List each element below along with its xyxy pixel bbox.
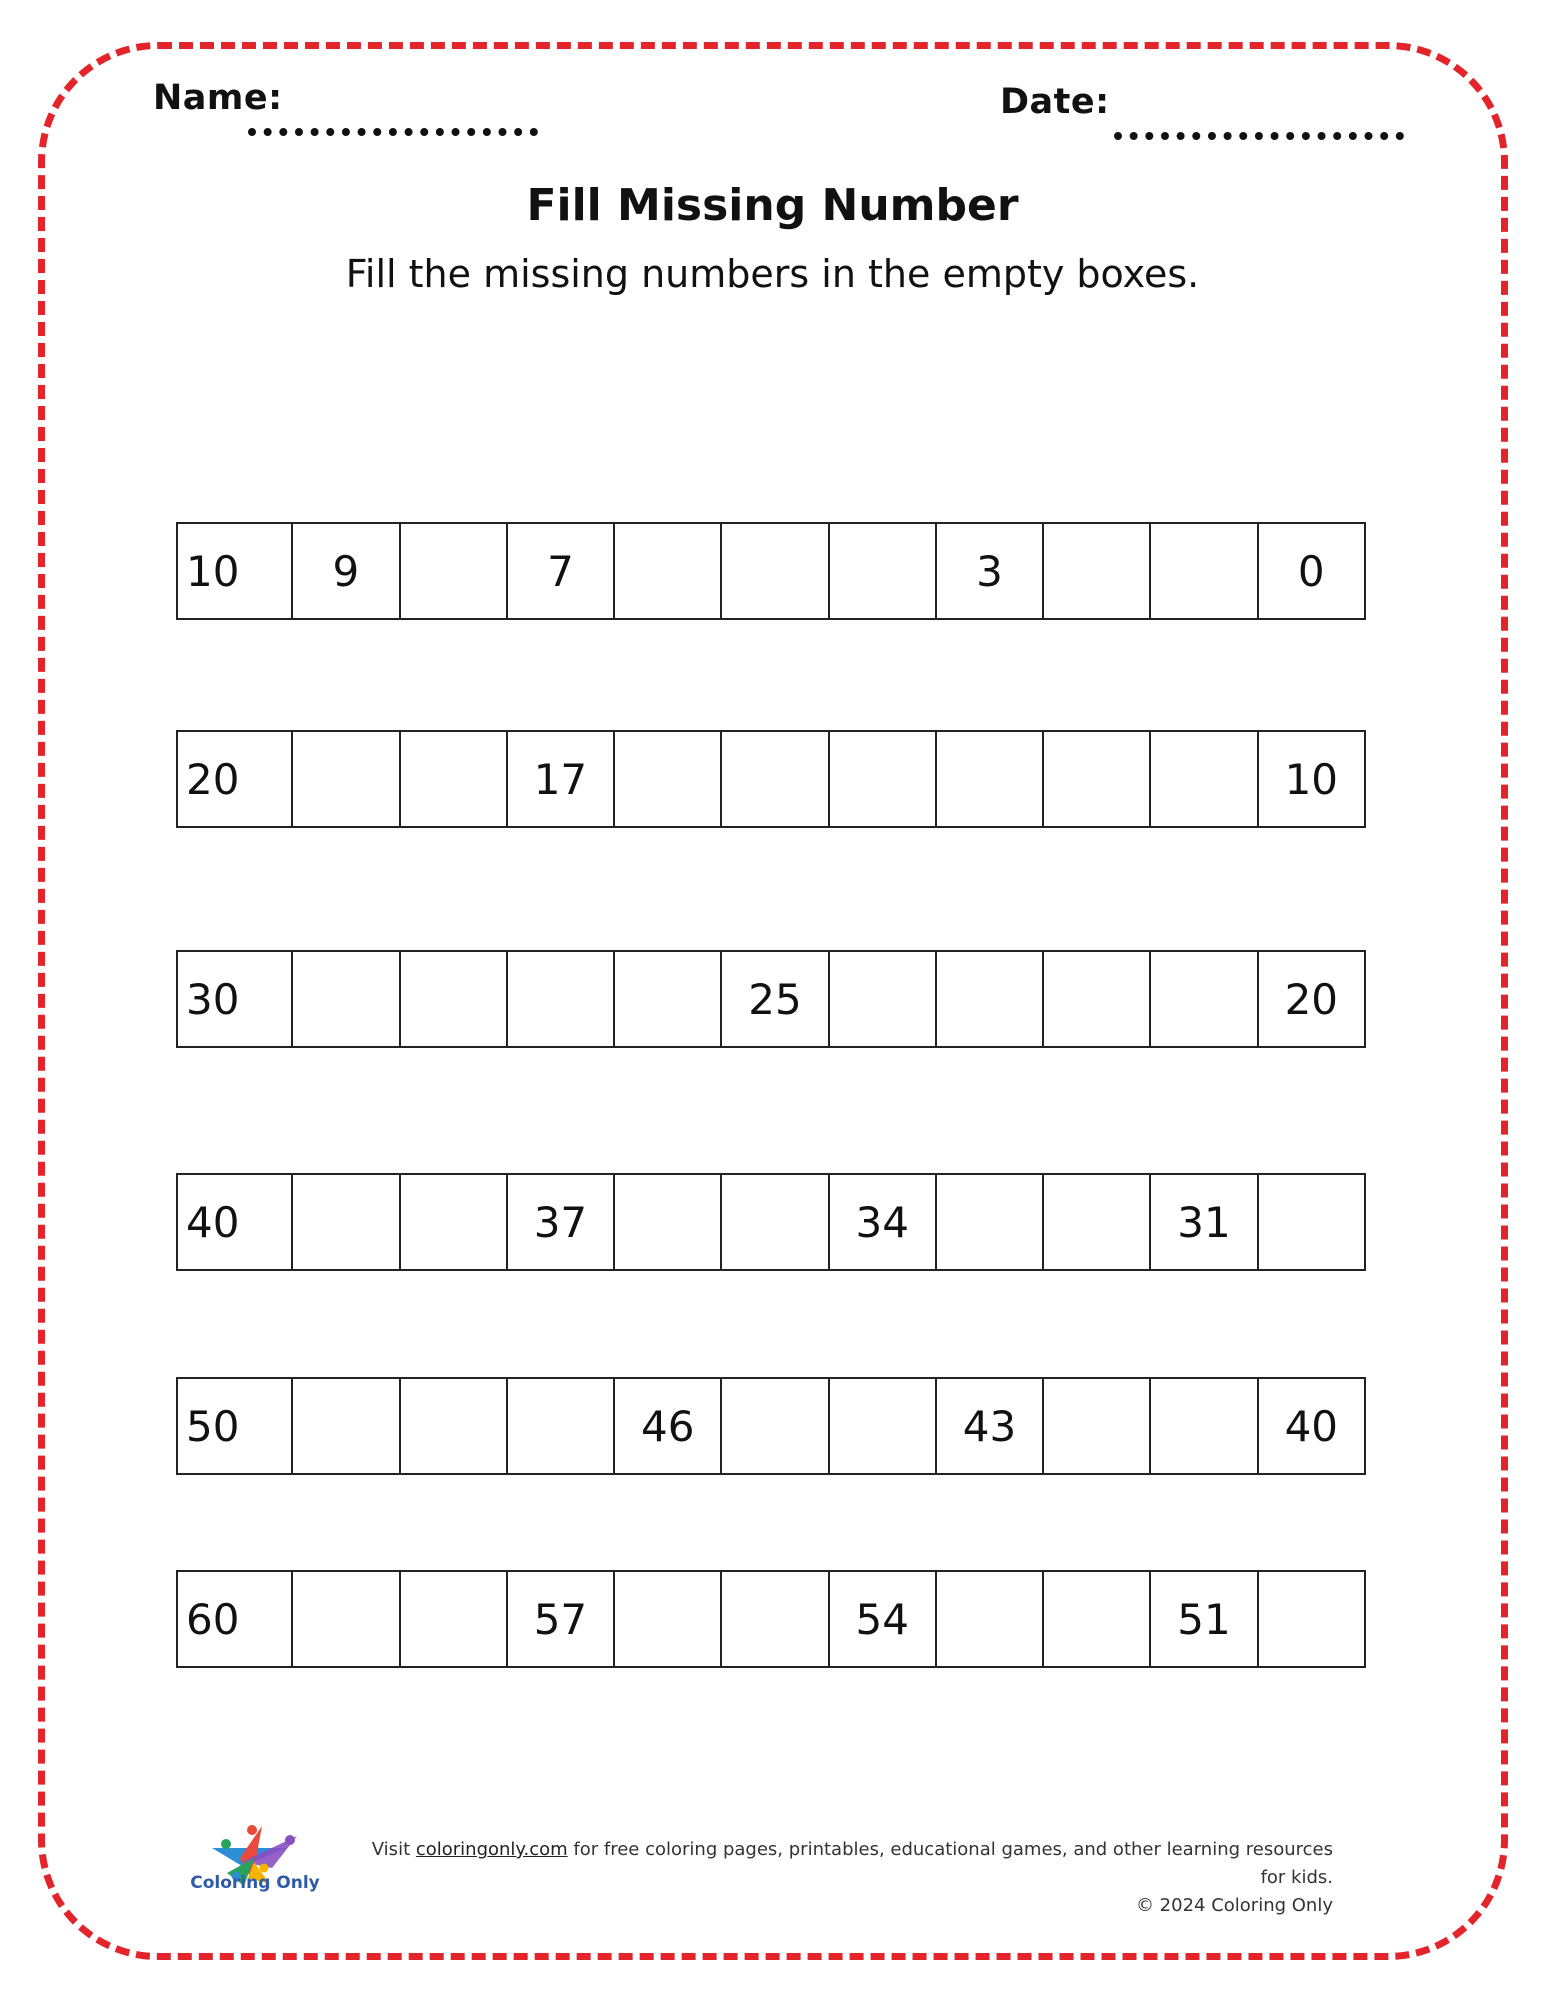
number-cell[interactable]: 54 xyxy=(828,1572,935,1666)
number-cell[interactable] xyxy=(613,1175,720,1269)
number-cell[interactable] xyxy=(291,1175,398,1269)
number-cell[interactable] xyxy=(935,1572,1042,1666)
footer-visit-prefix: Visit xyxy=(371,1839,416,1860)
number-cell[interactable] xyxy=(935,1175,1042,1269)
number-cell[interactable] xyxy=(1257,1175,1364,1269)
number-cell[interactable] xyxy=(506,1379,613,1473)
copyright-text: © 2024 Coloring Only xyxy=(1135,1895,1333,1916)
number-cell[interactable] xyxy=(1042,732,1149,826)
number-cell[interactable] xyxy=(613,1572,720,1666)
number-cell[interactable]: 0 xyxy=(1257,524,1364,618)
number-row xyxy=(176,950,1366,1048)
number-row xyxy=(176,1377,1366,1475)
number-cell[interactable] xyxy=(720,1572,827,1666)
number-cell[interactable]: 10 xyxy=(1257,732,1364,826)
number-cell[interactable] xyxy=(291,1572,398,1666)
number-cell[interactable]: 57 xyxy=(506,1572,613,1666)
name-label: Name: xyxy=(153,78,283,118)
number-cell[interactable] xyxy=(291,732,398,826)
number-cell[interactable] xyxy=(1042,1175,1149,1269)
number-cell[interactable] xyxy=(1042,952,1149,1046)
worksheet-title: Fill Missing Number xyxy=(526,180,1019,231)
number-cell[interactable] xyxy=(399,524,506,618)
number-cell[interactable] xyxy=(935,732,1042,826)
number-cell[interactable] xyxy=(720,732,827,826)
number-cell[interactable] xyxy=(399,1572,506,1666)
number-cell[interactable] xyxy=(828,1379,935,1473)
number-cell[interactable] xyxy=(720,1175,827,1269)
number-cell[interactable]: 34 xyxy=(828,1175,935,1269)
number-cell[interactable] xyxy=(935,952,1042,1046)
logo-text: Coloring Only xyxy=(190,1873,320,1893)
number-cell[interactable] xyxy=(399,732,506,826)
number-cell[interactable] xyxy=(1149,952,1256,1046)
number-cell[interactable]: 60 xyxy=(186,1594,240,1644)
number-cell[interactable] xyxy=(1042,524,1149,618)
number-cell[interactable]: 25 xyxy=(720,952,827,1046)
number-cell[interactable]: 7 xyxy=(506,524,613,618)
footer-visit-line xyxy=(348,1836,1333,1892)
number-cell[interactable]: 31 xyxy=(1149,1175,1256,1269)
name-field-line[interactable] xyxy=(248,128,538,136)
number-cell[interactable] xyxy=(828,952,935,1046)
number-cell[interactable]: 17 xyxy=(506,732,613,826)
footer-credits xyxy=(348,1836,1333,1920)
number-cell[interactable] xyxy=(399,1175,506,1269)
number-cell[interactable] xyxy=(1042,1379,1149,1473)
date-label: Date: xyxy=(1000,82,1110,122)
website-link[interactable]: coloringonly.com xyxy=(415,1839,568,1860)
number-cell[interactable] xyxy=(1149,1379,1256,1473)
number-cell[interactable] xyxy=(1257,1572,1364,1666)
number-cell[interactable]: 3 xyxy=(935,524,1042,618)
number-cell[interactable]: 9 xyxy=(291,524,398,618)
number-cell[interactable] xyxy=(613,524,720,618)
number-cell[interactable] xyxy=(399,1379,506,1473)
worksheet-instructions: Fill the missing numbers in the empty boxes. xyxy=(345,252,1200,296)
number-cell[interactable]: 37 xyxy=(506,1175,613,1269)
number-cell[interactable]: 20 xyxy=(1257,952,1364,1046)
number-row xyxy=(176,730,1366,828)
number-cell[interactable] xyxy=(1149,524,1256,618)
number-cell[interactable] xyxy=(1042,1572,1149,1666)
number-cell[interactable] xyxy=(291,952,398,1046)
number-cell[interactable] xyxy=(613,952,720,1046)
number-cell[interactable] xyxy=(399,952,506,1046)
number-cell[interactable]: 40 xyxy=(1257,1379,1364,1473)
number-cell[interactable]: 10 xyxy=(186,546,240,596)
number-cell[interactable] xyxy=(720,1379,827,1473)
number-row xyxy=(176,522,1366,620)
number-row xyxy=(176,1173,1366,1271)
number-row xyxy=(176,1570,1366,1668)
number-cell[interactable] xyxy=(506,952,613,1046)
number-cell[interactable] xyxy=(291,1379,398,1473)
number-cell[interactable]: 51 xyxy=(1149,1572,1256,1666)
number-cell[interactable] xyxy=(1149,732,1256,826)
number-cell[interactable]: 43 xyxy=(935,1379,1042,1473)
footer-visit-suffix: for free coloring pages, printables, educational games, and other learning resources for kids. xyxy=(567,1839,1333,1888)
number-cell[interactable]: 20 xyxy=(186,754,240,804)
date-field-line[interactable] xyxy=(1114,132,1404,140)
number-cell[interactable] xyxy=(828,524,935,618)
number-cell[interactable] xyxy=(828,732,935,826)
number-cell[interactable]: 40 xyxy=(186,1197,240,1247)
number-cell[interactable]: 50 xyxy=(186,1401,240,1451)
number-cell[interactable] xyxy=(613,732,720,826)
number-cell[interactable] xyxy=(720,524,827,618)
number-cell[interactable]: 46 xyxy=(613,1379,720,1473)
number-cell[interactable]: 30 xyxy=(186,974,240,1024)
